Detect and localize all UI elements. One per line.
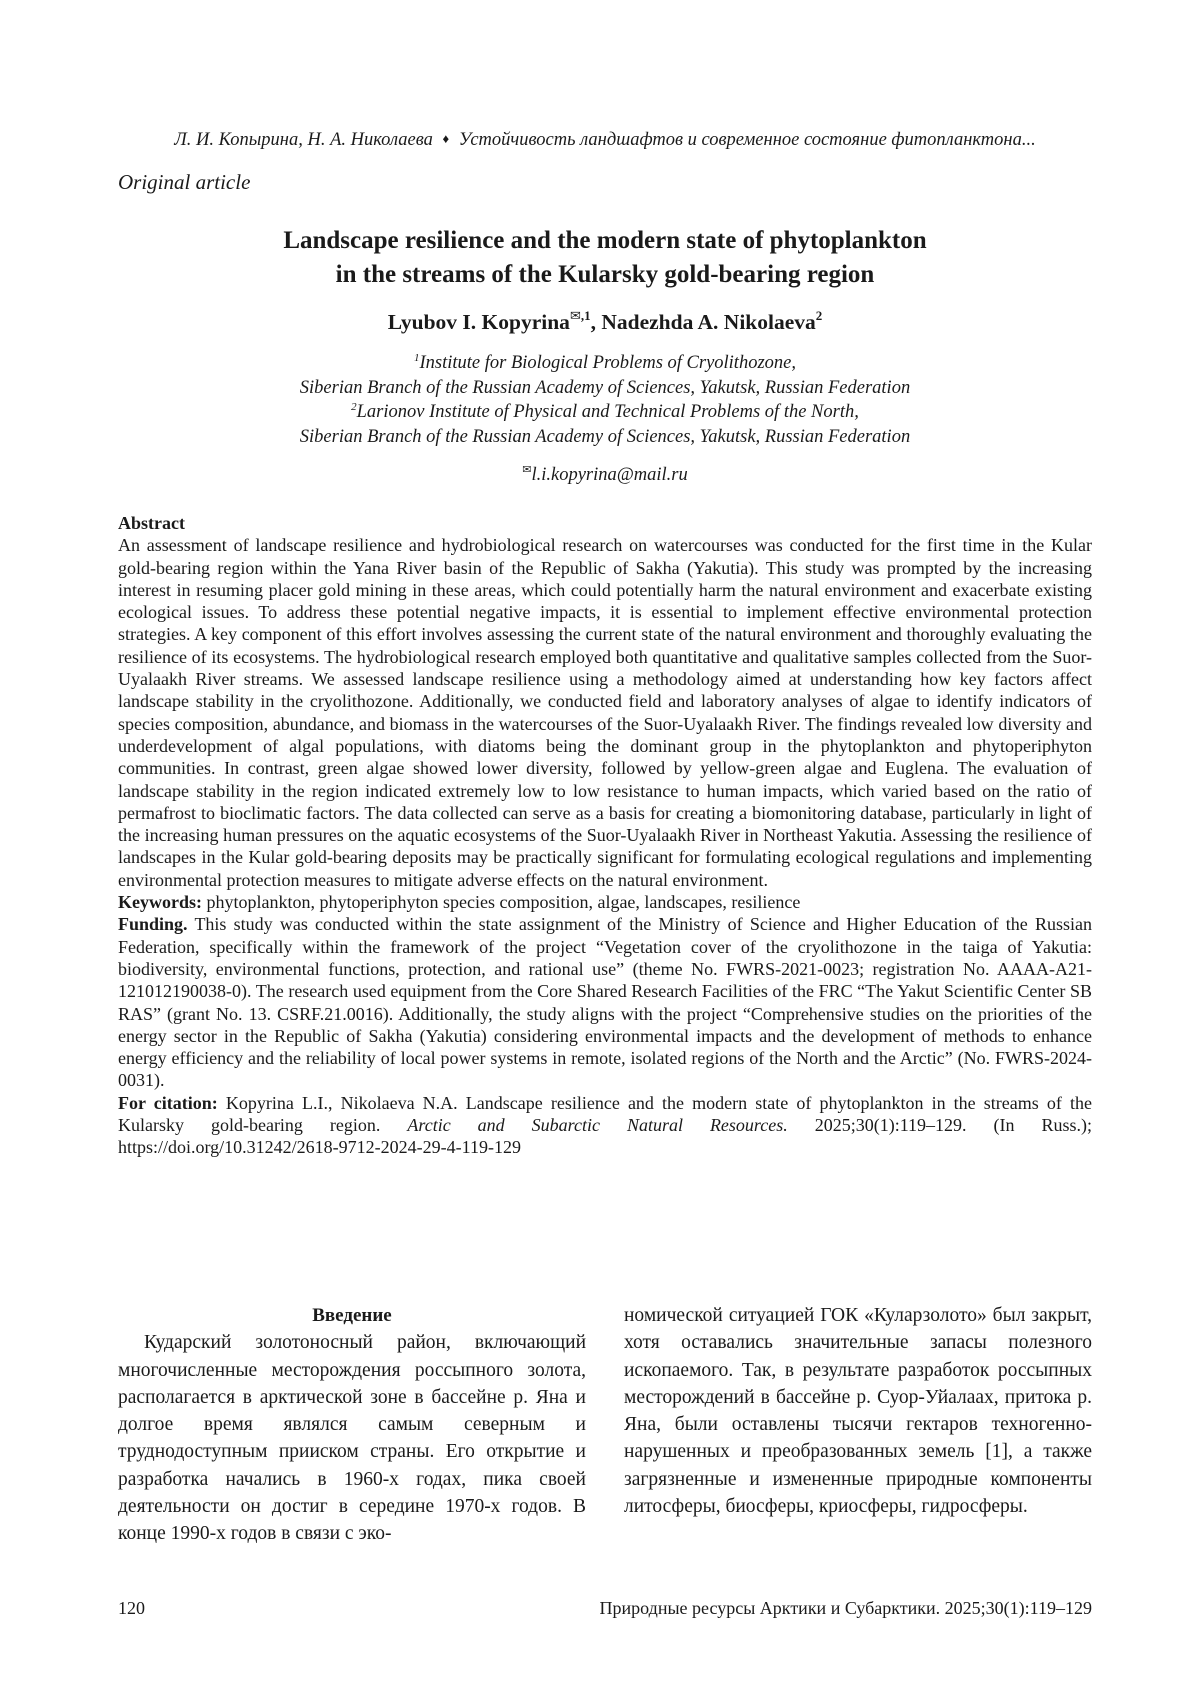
author-1-name: Lyubov I. Kopyrina — [387, 310, 570, 334]
running-head-title: Устойчивость ландшафтов и современное состояние фитопланктона... — [458, 130, 1036, 150]
author-list: Lyubov I. Kopyrina$^{✉,1}$, Nadezhda A. Nikolaeva$^2$ — [387, 308, 823, 334]
diamond-separator-icon: ♦ — [442, 131, 450, 146]
envelope-icon: ✉ — [569, 308, 581, 323]
author-2-affil-mark: 2 — [815, 308, 823, 323]
funding — [118, 913, 1092, 1091]
body-column-left — [118, 1302, 586, 1548]
affiliation-2-mark: 2 — [351, 401, 357, 413]
article-page — [118, 0, 1092, 1698]
affiliations — [118, 351, 1092, 449]
title-line-1: Landscape resilience and the modern state of phytoplankton — [283, 227, 927, 254]
funding-text: This study was conducted within the state assignment of the Ministry of Science and Higher Education of the Russian Federation, specifically within the framework of the project “Vegetation cover of the cryolithozone in the taiga of Yakutia: biodiversity, environmental functions, protection, and rational use” (theme No. FWRS-2021-0023; registration No. AAAA-A21-121012190038-0). The research used equipment from the Core Shared Research Facilities of the FRC “The Yakut Scientific Center SB RAS” (grant No. 13. CSRF.21.0016). Additionally, the study aligns with the project “Comprehensive studies on the priorities of the energy sector in the Republic of Sakha (Yakutia) considering environmental impacts and the development of methods to enhance energy efficiency and the reliability of local power systems in remote, isolated regions of the North and the Arctic” (No. FWRS-2024-0031). — [118, 914, 1092, 1091]
running-head — [118, 130, 1092, 151]
body-column-right — [624, 1302, 1092, 1520]
affiliation-2-line-2: Siberian Branch of the Russian Academy of Sciences, Yakutsk, Russian Federation — [299, 426, 911, 447]
article-title — [118, 224, 1092, 292]
title-line-2: in the streams of the Kularsky gold-bearing region — [335, 261, 875, 288]
affiliation-1-line-2: Siberian Branch of the Russian Academy of Sciences, Yakutsk, Russian Federation — [299, 377, 911, 398]
abstract-section — [118, 512, 1092, 1159]
author-2-name: Nadezhda A. Nikolaeva — [601, 310, 816, 334]
page-number: 120 — [118, 1598, 145, 1618]
abstract-heading: Abstract — [118, 513, 185, 533]
keywords-text: phytoplankton, phytoperiphyton species composition, algae, landscapes, resilience — [206, 892, 801, 913]
citation-text-before: Kopyrina L.I., Nikolaeva N.A. Landscape resilience and the modern state of phytoplankton in the streams of the Kularsky gold-bearing region. — [118, 1092, 1092, 1136]
section-heading-introduction: Введение — [312, 1305, 392, 1326]
envelope-icon: ✉ — [522, 464, 532, 476]
affiliation-2 — [118, 400, 1092, 425]
funding-label: Funding. — [118, 914, 188, 935]
citation — [118, 1092, 1092, 1159]
email-address[interactable]: l.i.kopyrina@mail.ru — [531, 465, 688, 485]
affiliation-1-mark: 1 — [414, 352, 420, 364]
author-separator: , — [590, 310, 602, 334]
author-1-affil-mark: 1 — [584, 308, 591, 323]
citation-text-after: 2025;30(1):119–129. (In Russ.); https://doi.org/10.31242/2618-9712-2024-29-4-119-129 — [118, 1115, 1093, 1158]
keywords — [118, 891, 1092, 913]
corresponding-email — [118, 463, 1092, 486]
citation-journal: Arctic and Subarctic Natural Resources. — [407, 1115, 788, 1136]
affiliation-1 — [118, 351, 1092, 376]
intro-paragraph-1-continued: номической ситуацией ГОК «Куларзолото» был закрыт, хотя оставались значительные запасы полезного ископаемого. Так, в результате разработок россыпных месторождений в бассейне р. Суор-Уйалаах, притока р. Яна, были оставлены тысячи гектаров техногенно-нарушенных и преобразованных земель [1], а также загрязненные и измененные природные компоненты литосферы, биосферы, криосферы, гидросферы. — [624, 1305, 1092, 1518]
abstract-text: An assessment of landscape resilience and hydrobiological research on watercourses was conducted for the first time in the Kular gold-bearing region within the Yana River basin of the Republic of Sakha (Yakutia). This study was prompted by the increasing interest in resuming placer gold mining in these areas, which could potentially harm the natural environment and exacerbate existing ecological issues. To address these potential negative impacts, it is essential to implement effective environmental protection strategies. A key component of this effort involves assessing the current state of the natural environment and thoroughly evaluating the resilience of its ecosystems. The hydrobiological research employed both quantitative and qualitative samples collected from the Suor-Uyalaakh River streams. We assessed landscape resilience using a methodology aimed at understanding how key factors affect landscape stability in the cryolithozone. Additionally, we conducted field and laboratory analyses of algae to identify indicators of species composition, abundance, and biomass in the watercourses of the Suor-Uyalaakh River. The findings revealed low diversity and underdevelopment of algal populations, with diatoms being the dominant group in the phytoplankton and phytoperiphyton communities. In contrast, green algae showed lower diversity, followed by yellow-green algae and Euglena. The evaluation of landscape stability in the region indicated extremely low to low resistance to human impacts, which varied based on the ratio of permafrost to bioclimatic factors. The data collected can serve as a basis for creating a biomonitoring database, particularly in light of the increasing human pressures on the aquatic ecosystems of the Suor-Uyalaakh River in Northeast Yakutia. Assessing the resilience of landscapes in the Kular gold-bearing deposits may be practically significant for formulating ecological regulations and implementing environmental protection measures to mitigate adverse effects on the natural environment. — [118, 535, 1092, 890]
journal-reference: Природные ресурсы Арктики и Субарктики. 2025;30(1):119–129 — [599, 1598, 1092, 1618]
citation-label: For citation: — [118, 1092, 218, 1113]
article-type: Original article — [118, 170, 251, 194]
keywords-label: Keywords: — [118, 892, 202, 913]
affiliation-1-line-1: Institute for Biological Problems of Cryolithozone, — [419, 353, 796, 373]
intro-paragraph-1: Кударский золотоносный район, включающий многочисленные месторождения россыпного золота, располагается в арктической зоне в бассейне р. Яна и долгое время являлся самым северным и труднодоступным прииском страны. Его открытие и разработка начались в 1960-х годах, пика своей деятельности он достиг в середине 1970-х годов. В конце 1990-х годов в связи с эко- — [118, 1332, 586, 1545]
affiliation-2-line-1: Larionov Institute of Physical and Technical Problems of the North, — [356, 402, 859, 422]
running-head-authors: Л. И. Копырина, Н. А. Николаева — [174, 130, 433, 150]
